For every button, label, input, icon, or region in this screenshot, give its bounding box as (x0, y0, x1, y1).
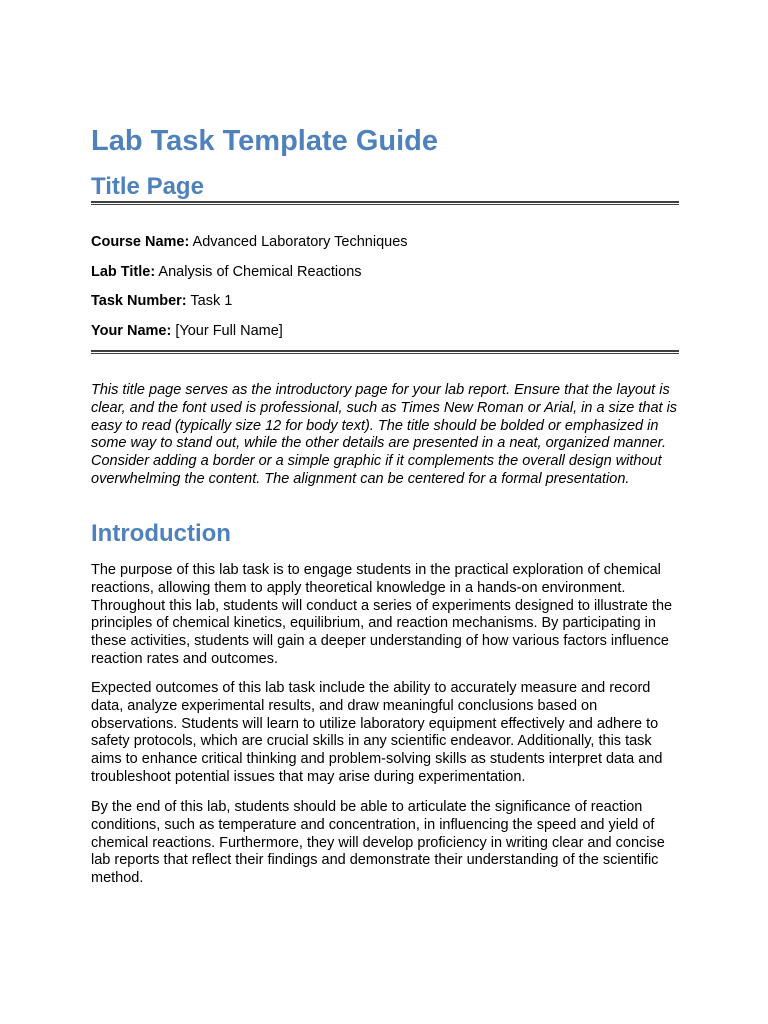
field-label: Task Number: (91, 293, 187, 309)
field-label: Lab Title: (91, 264, 156, 280)
title-page-note: This title page serves as the introductory page for your lab report. Ensure that the layout is clear, and the font used is professional, such as Times New Roman or Arial, in a size that is easy to read (typically size 12 for body text). The title should be bolded or emphasized in some way to stand out, while the other details are presented in a neat, organized manner. Consider adding a border or a simple graphic if it complements the overall design without overwhelming the content. The alignment can be centered for a formal presentation. (91, 382, 678, 487)
field-value: Task 1 (190, 293, 233, 309)
field-value: Analysis of Chemical Reactions (158, 264, 362, 280)
field-task-number (91, 291, 232, 311)
introduction-paragraph: By the end of this lab, students should be able to articulate the significance of reaction conditions, such as temperature and concentration, in influencing the speed and yield of chemical reactions. Furthermore, they will develop proficiency in writing clear and concise lab reports that reflect their findings and demonstrate their understanding of the scientific method. (91, 799, 665, 887)
section-heading-introduction: Introduction (91, 520, 231, 547)
field-label: Your Name: (91, 323, 172, 339)
double-rule-divider (91, 201, 679, 205)
field-label: Course Name: (91, 234, 190, 250)
introduction-paragraph: The purpose of this lab task is to engage students in the practical exploration of chemical reactions, allowing them to apply theoretical knowledge in a hands-on environment. Throughout this lab, students will conduct a series of experiments designed to illustrate the principles of chemical kinetics, equilibrium, and reaction mechanisms. By participating in these activities, students will gain a deeper understanding of how various factors influence reaction rates and outcomes. (91, 562, 673, 667)
field-your-name (91, 321, 283, 341)
field-course-name (91, 232, 408, 252)
field-value: [Your Full Name] (175, 323, 283, 339)
introduction-paragraph: Expected outcomes of this lab task include the ability to accurately measure and record data, analyze experimental results, and draw meaningful conclusions based on observations. Students will learn to utilize laboratory equipment effectively and adhere to safety protocols, which are crucial skills in any scientific endeavor. Additionally, this task aims to enhance critical thinking and problem-solving skills as students interpret data and troubleshoot potential issues that may arise during experimentation. (91, 680, 663, 785)
double-rule-divider (91, 350, 679, 354)
section-heading-title-page: Title Page (91, 173, 204, 200)
document-title: Lab Task Template Guide (91, 125, 439, 157)
field-value: Advanced Laboratory Techniques (192, 234, 408, 250)
field-lab-title (91, 262, 362, 282)
